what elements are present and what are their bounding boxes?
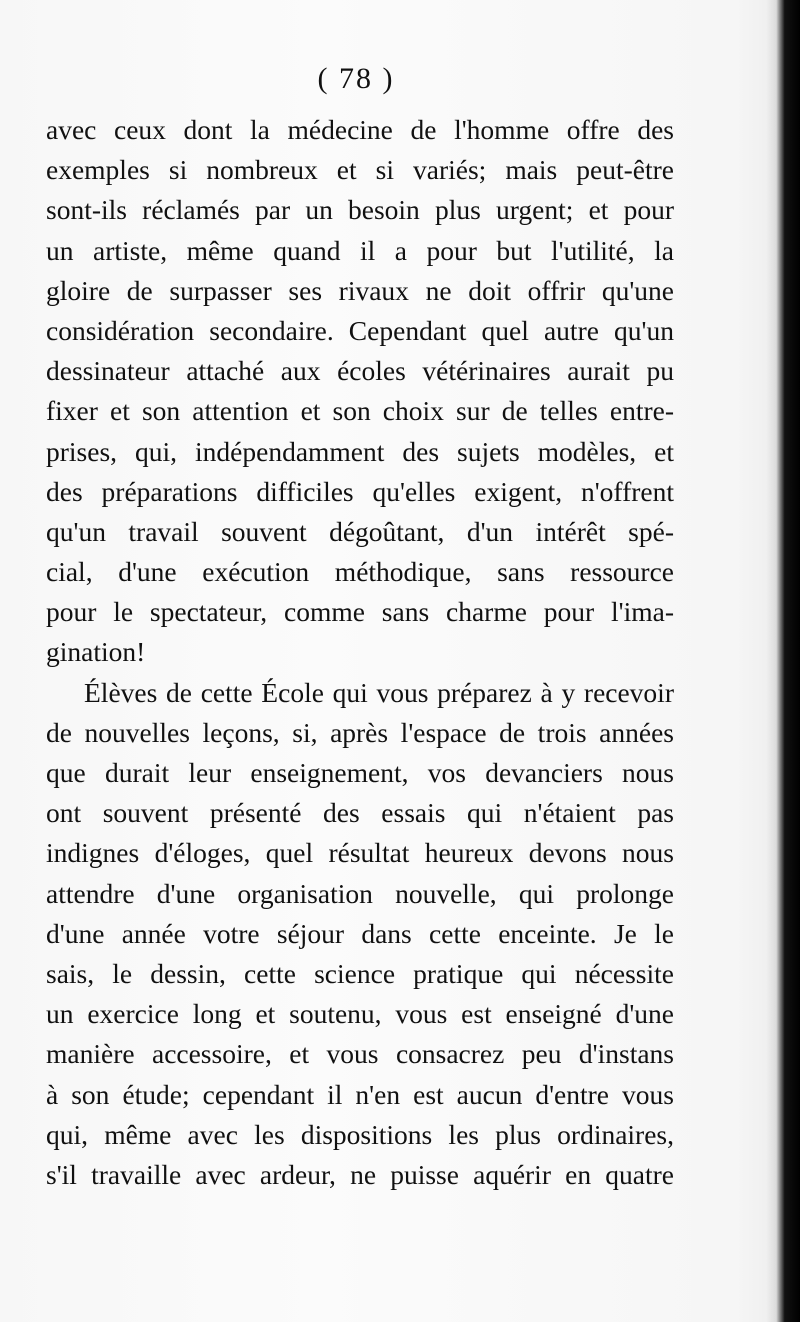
text-line: sont-ils réclamés par un besoin plus urgent; et pour — [46, 194, 674, 226]
text-line: indignes d'éloges, quel résultat heureux devons nous — [46, 837, 674, 869]
page-number: ( 78 ) — [317, 62, 395, 95]
text-line: s'il travaille avec ardeur, ne puisse aquérir en quatre — [46, 1158, 674, 1190]
text-line: un exercice long et soutenu, vous est enseigné d'une — [46, 998, 674, 1030]
text-line: attendre d'une organisation nouvelle, qui prolonge — [46, 877, 674, 909]
body-text — [46, 110, 674, 1195]
text-line: qu'un travail souvent dégoûtant, d'un intérêt spé- — [46, 515, 674, 547]
text-line: cial, d'une exécution méthodique, sans ressource — [46, 556, 674, 588]
text-line: avec ceux dont la médecine de l'homme offre des — [46, 114, 674, 145]
text-line: fixer et son attention et son choix sur de telles entre- — [46, 395, 674, 427]
text-line: un artiste, même quand il a pour but l'utilité, la — [46, 234, 674, 266]
text-line: gloire de surpasser ses rivaux ne doit offrir qu'une — [46, 274, 674, 306]
text-line: manière accessoire, et vous consacrez peu d'instans — [46, 1038, 674, 1070]
text-line: exemples si nombreux et si variés; mais peut-être — [46, 154, 674, 186]
text-line: qui, même avec les dispositions les plus ordinaires, — [46, 1118, 674, 1150]
text-line: considération secondaire. Cependant quel autre qu'un — [46, 314, 674, 346]
text-line: d'une année votre séjour dans cette enceinte. Je le — [46, 917, 674, 949]
text-line: des préparations difficiles qu'elles exigent, n'offrent — [46, 475, 674, 507]
paragraph-start-line: Élèves de cette École qui vous préparez à y recevoir — [84, 676, 674, 708]
text-line: de nouvelles leçons, si, après l'espace de trois années — [46, 716, 674, 748]
text-line: ont souvent présenté des essais qui n'étaient pas — [46, 797, 674, 829]
text-line: que durait leur enseignement, vos devanciers nous — [46, 757, 674, 788]
paragraph-end-line: gination! — [46, 636, 146, 668]
text-line: prises, qui, indépendamment des sujets modèles, et — [46, 435, 674, 467]
text-line: pour le spectateur, comme sans charme pour l'ima- — [46, 596, 674, 628]
page-edge-shadow — [766, 0, 800, 1322]
text-line: dessinateur attaché aux écoles vétérinaires aurait pu — [46, 355, 674, 387]
text-line: à son étude; cependant il n'en est aucun d'entre vous — [46, 1078, 674, 1110]
text-line: sais, le dessin, cette science pratique qui nécessite — [46, 957, 674, 989]
